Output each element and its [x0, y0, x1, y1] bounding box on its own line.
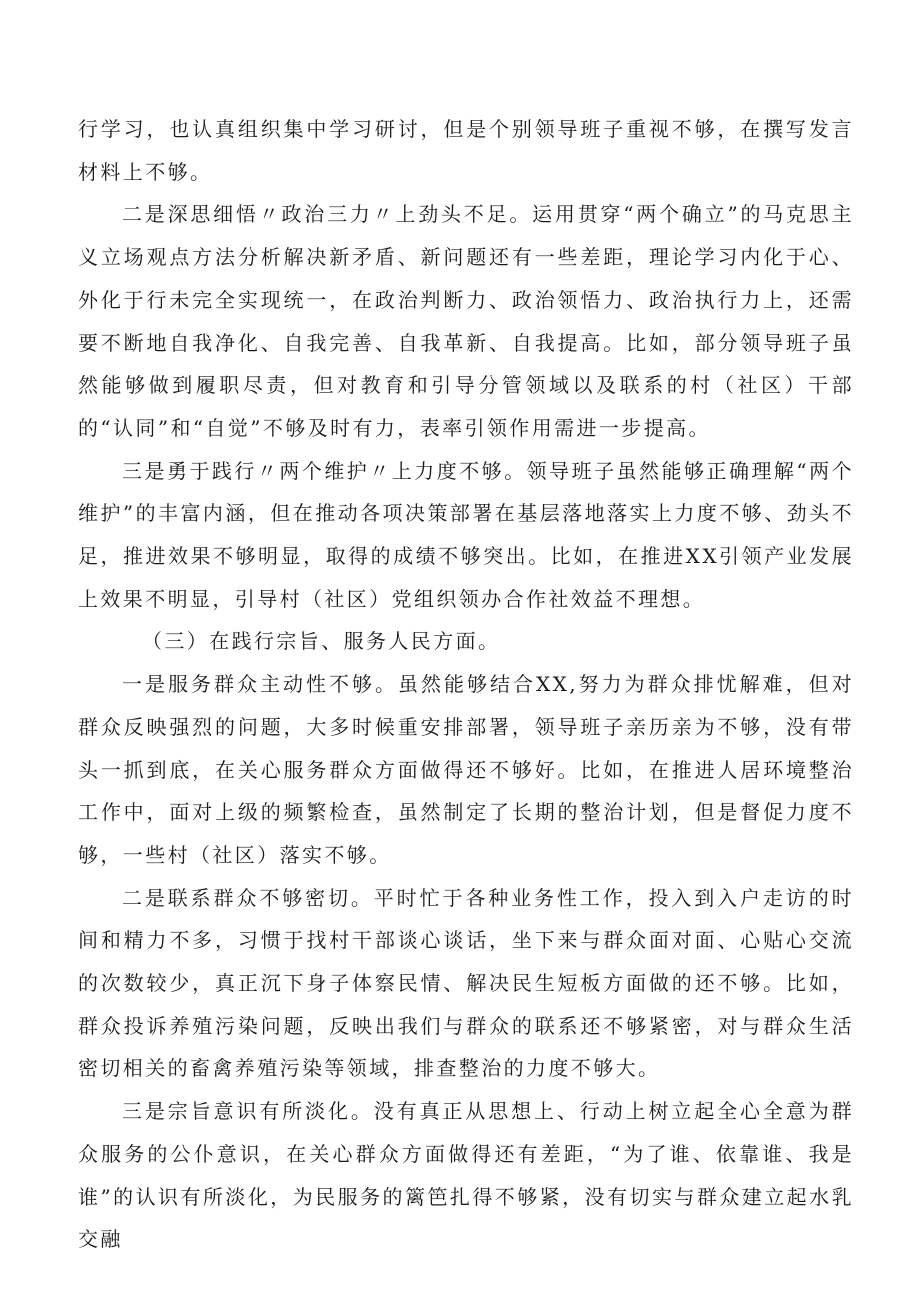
paragraph-continuation: 行学习，也认真组织集中学习研讨，但是个别领导班子重视不够，在撰写发言材料上不够。	[78, 117, 854, 184]
paragraph-purpose-awareness: 三是宗旨意识有所淡化。没有真正从思想上、行动上树立起全心全意为群众服务的公仆意识，在关心群众方面做得还有差距，“为了谁、依靠谁、我是谁”的认识有所淡化，为民服务的篱笆扎得不够紧，没有切实与群众建立起水乳交融	[78, 1099, 854, 1252]
paragraph-serve-initiative: 一是服务群众主动性不够。虽然能够结合XX,努力为群众排忧解难，但对群众反映强烈的问题，大多时候重安排部署，领导班子亲历亲为不够，没有带头一抓到底，在关心服务群众方面做得还不够好。比如，在推进人居环境整治工作中，面对上级的频繁检查，虽然制定了长期的整治计划，但是督促力度不够，一些村（社区）落实不够。	[78, 672, 854, 867]
paragraph-two-safeguards: 三是勇于践行〃两个维护〃上力度不够。领导班子虽然能够正确理解“两个维护”的丰富内涵，但在推动各项决策部署在基层落地落实上力度不够、劲头不足，推进效果不够明显，取得的成绩不够突出。比如，在推进XX引领产业发展上效果不明显，引导村（社区）党组织领办合作社效益不理想。	[78, 458, 854, 611]
document-body	[78, 108, 854, 1261]
section-heading-serve-people: （三）在践行宗旨、服务人民方面。	[142, 629, 501, 654]
paragraph-contact-masses: 二是联系群众不够密切。平时忙于各种业务性工作，投入到入户走访的时间和精力不多，习惯于找村干部谈心谈话，坐下来与群众面对面、心贴心交流的次数较少，真正沉下身子体察民情、解决民生短板方面做的还不够。比如，群众投诉养殖污染问题，反映出我们与群众的联系还不够紧密，对与群众生活密切相关的畜禽养殖污染等领域，排查整治的力度不够大。	[78, 885, 854, 1081]
paragraph-political-three-abilities: 二是深思细悟〃政治三力〃上劲头不足。运用贯穿“两个确立”的马克思主义立场观点方法分析解决新矛盾、新问题还有一些差距，理论学习内化于心、外化于行未完全实现统一，在政治判断力、政治领悟力、政治执行力上，还需要不断地自我净化、自我完善、自我革新、自我提高。比如，部分领导班子虽然能够做到履职尽责，但对教育和引导分管领域以及联系的村（社区）干部的“认同”和“自觉”不够及时有力，表率引领作用需进一步提高。	[78, 202, 854, 440]
